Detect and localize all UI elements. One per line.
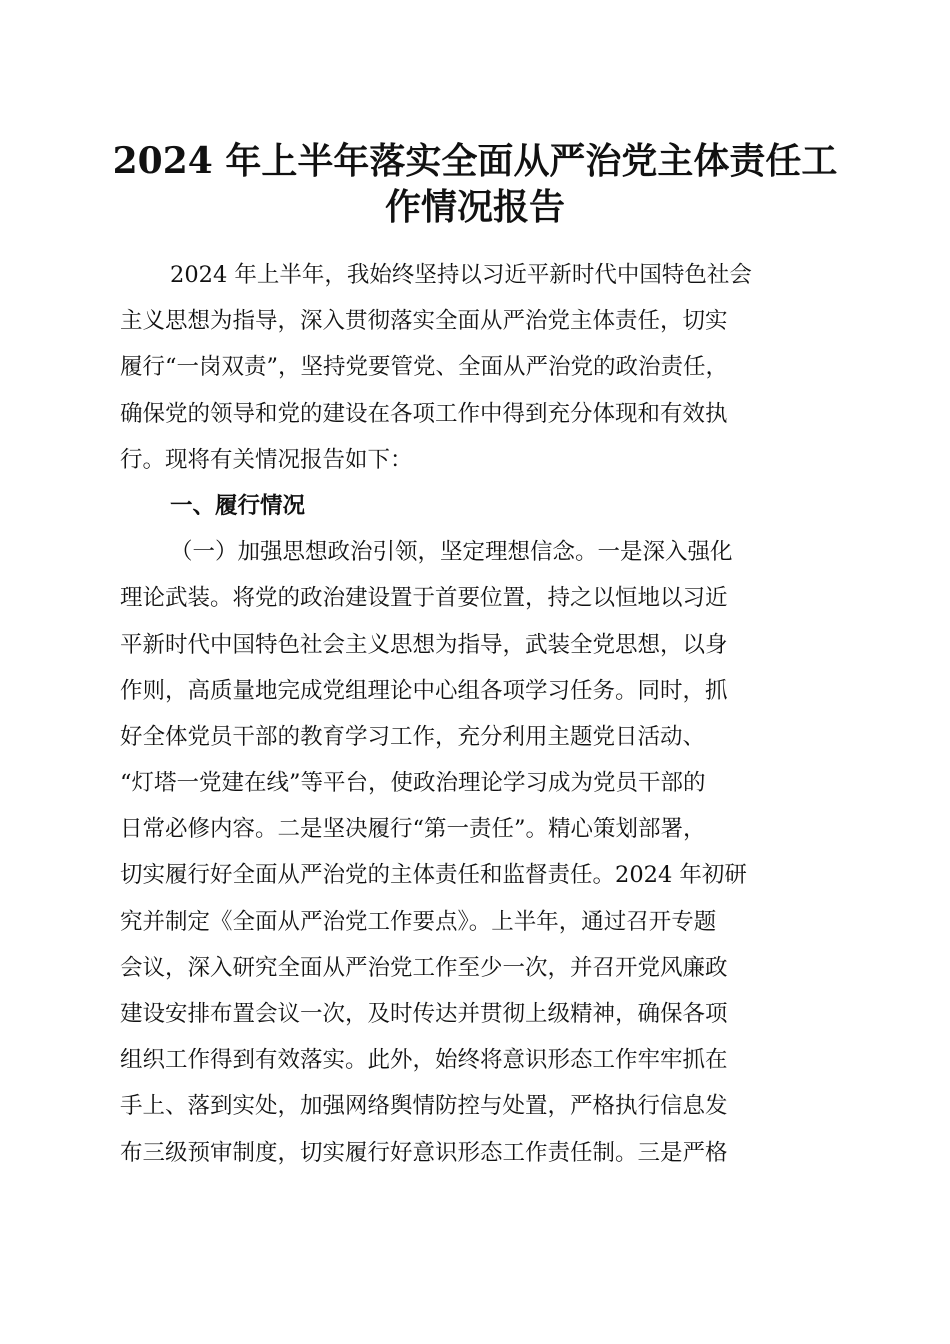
paragraph-intro-line: 2024 年上半年，我始终坚持以习近平新时代中国特色社会	[170, 262, 752, 288]
document-title	[100, 138, 850, 230]
paragraph-line: （一）加强思想政治引领，坚定理想信念。一是深入强化	[170, 539, 733, 566]
title-line-2: 作情况报告	[384, 186, 565, 228]
paragraph-line: 好全体党员干部的教育学习工作，充分利用主题党日活动、	[120, 723, 706, 750]
paragraph-intro-line: 行。现将有关情况报告如下：	[120, 446, 413, 473]
paragraph-line: 切实履行好全面从严治党的主体责任和监督责任。2024 年初研	[120, 862, 747, 889]
paragraph-line: 布三级预审制度，切实履行好意识形态工作责任制。三是严格	[120, 1139, 728, 1166]
paragraph-line: 会议，深入研究全面从严治党工作至少一次，并召开党风廉政	[120, 954, 728, 981]
paragraph-line: 日常必修内容。二是坚决履行“第一责任”。精心策划部署，	[120, 816, 706, 843]
paragraph-line: 平新时代中国特色社会主义思想为指导，武装全党思想，以身	[120, 631, 728, 658]
paragraph-line: 建设安排布置会议一次，及时传达并贯彻上级精神，确保各项	[120, 1001, 728, 1027]
paragraph-line: “灯塔一党建在线”等平台，使政治理论学习成为党员干部的	[120, 770, 706, 797]
paragraph-intro-line: 确保党的领导和党的建设在各项工作中得到充分体现和有效执	[120, 400, 728, 427]
paragraph-line: 理论武装。将党的政治建设置于首要位置，持之以恒地以习近	[120, 585, 728, 612]
paragraph-line: 究并制定《全面从严治党工作要点》。上半年，通过召开专题	[120, 908, 717, 935]
section-heading: 一、履行情况	[170, 492, 306, 519]
paragraph-intro-line: 主义思想为指导，深入贯彻落实全面从严治党主体责任，切实	[120, 308, 728, 335]
document-body	[120, 252, 840, 1176]
title-line-1: 2024 年上半年落实全面从严治党主体责任工	[112, 140, 838, 182]
paragraph-intro-line: 履行“一岗双责”，坚持党要管党、全面从严治党的政治责任，	[120, 354, 729, 381]
paragraph-line: 作则，高质量地完成党组理论中心组各项学习任务。同时，抓	[120, 677, 728, 704]
paragraph-line: 组织工作得到有效落实。此外，始终将意识形态工作牢牢抓在	[120, 1047, 728, 1074]
paragraph-line: 手上、落到实处，加强网络舆情防控与处置，严格执行信息发	[120, 1093, 728, 1120]
